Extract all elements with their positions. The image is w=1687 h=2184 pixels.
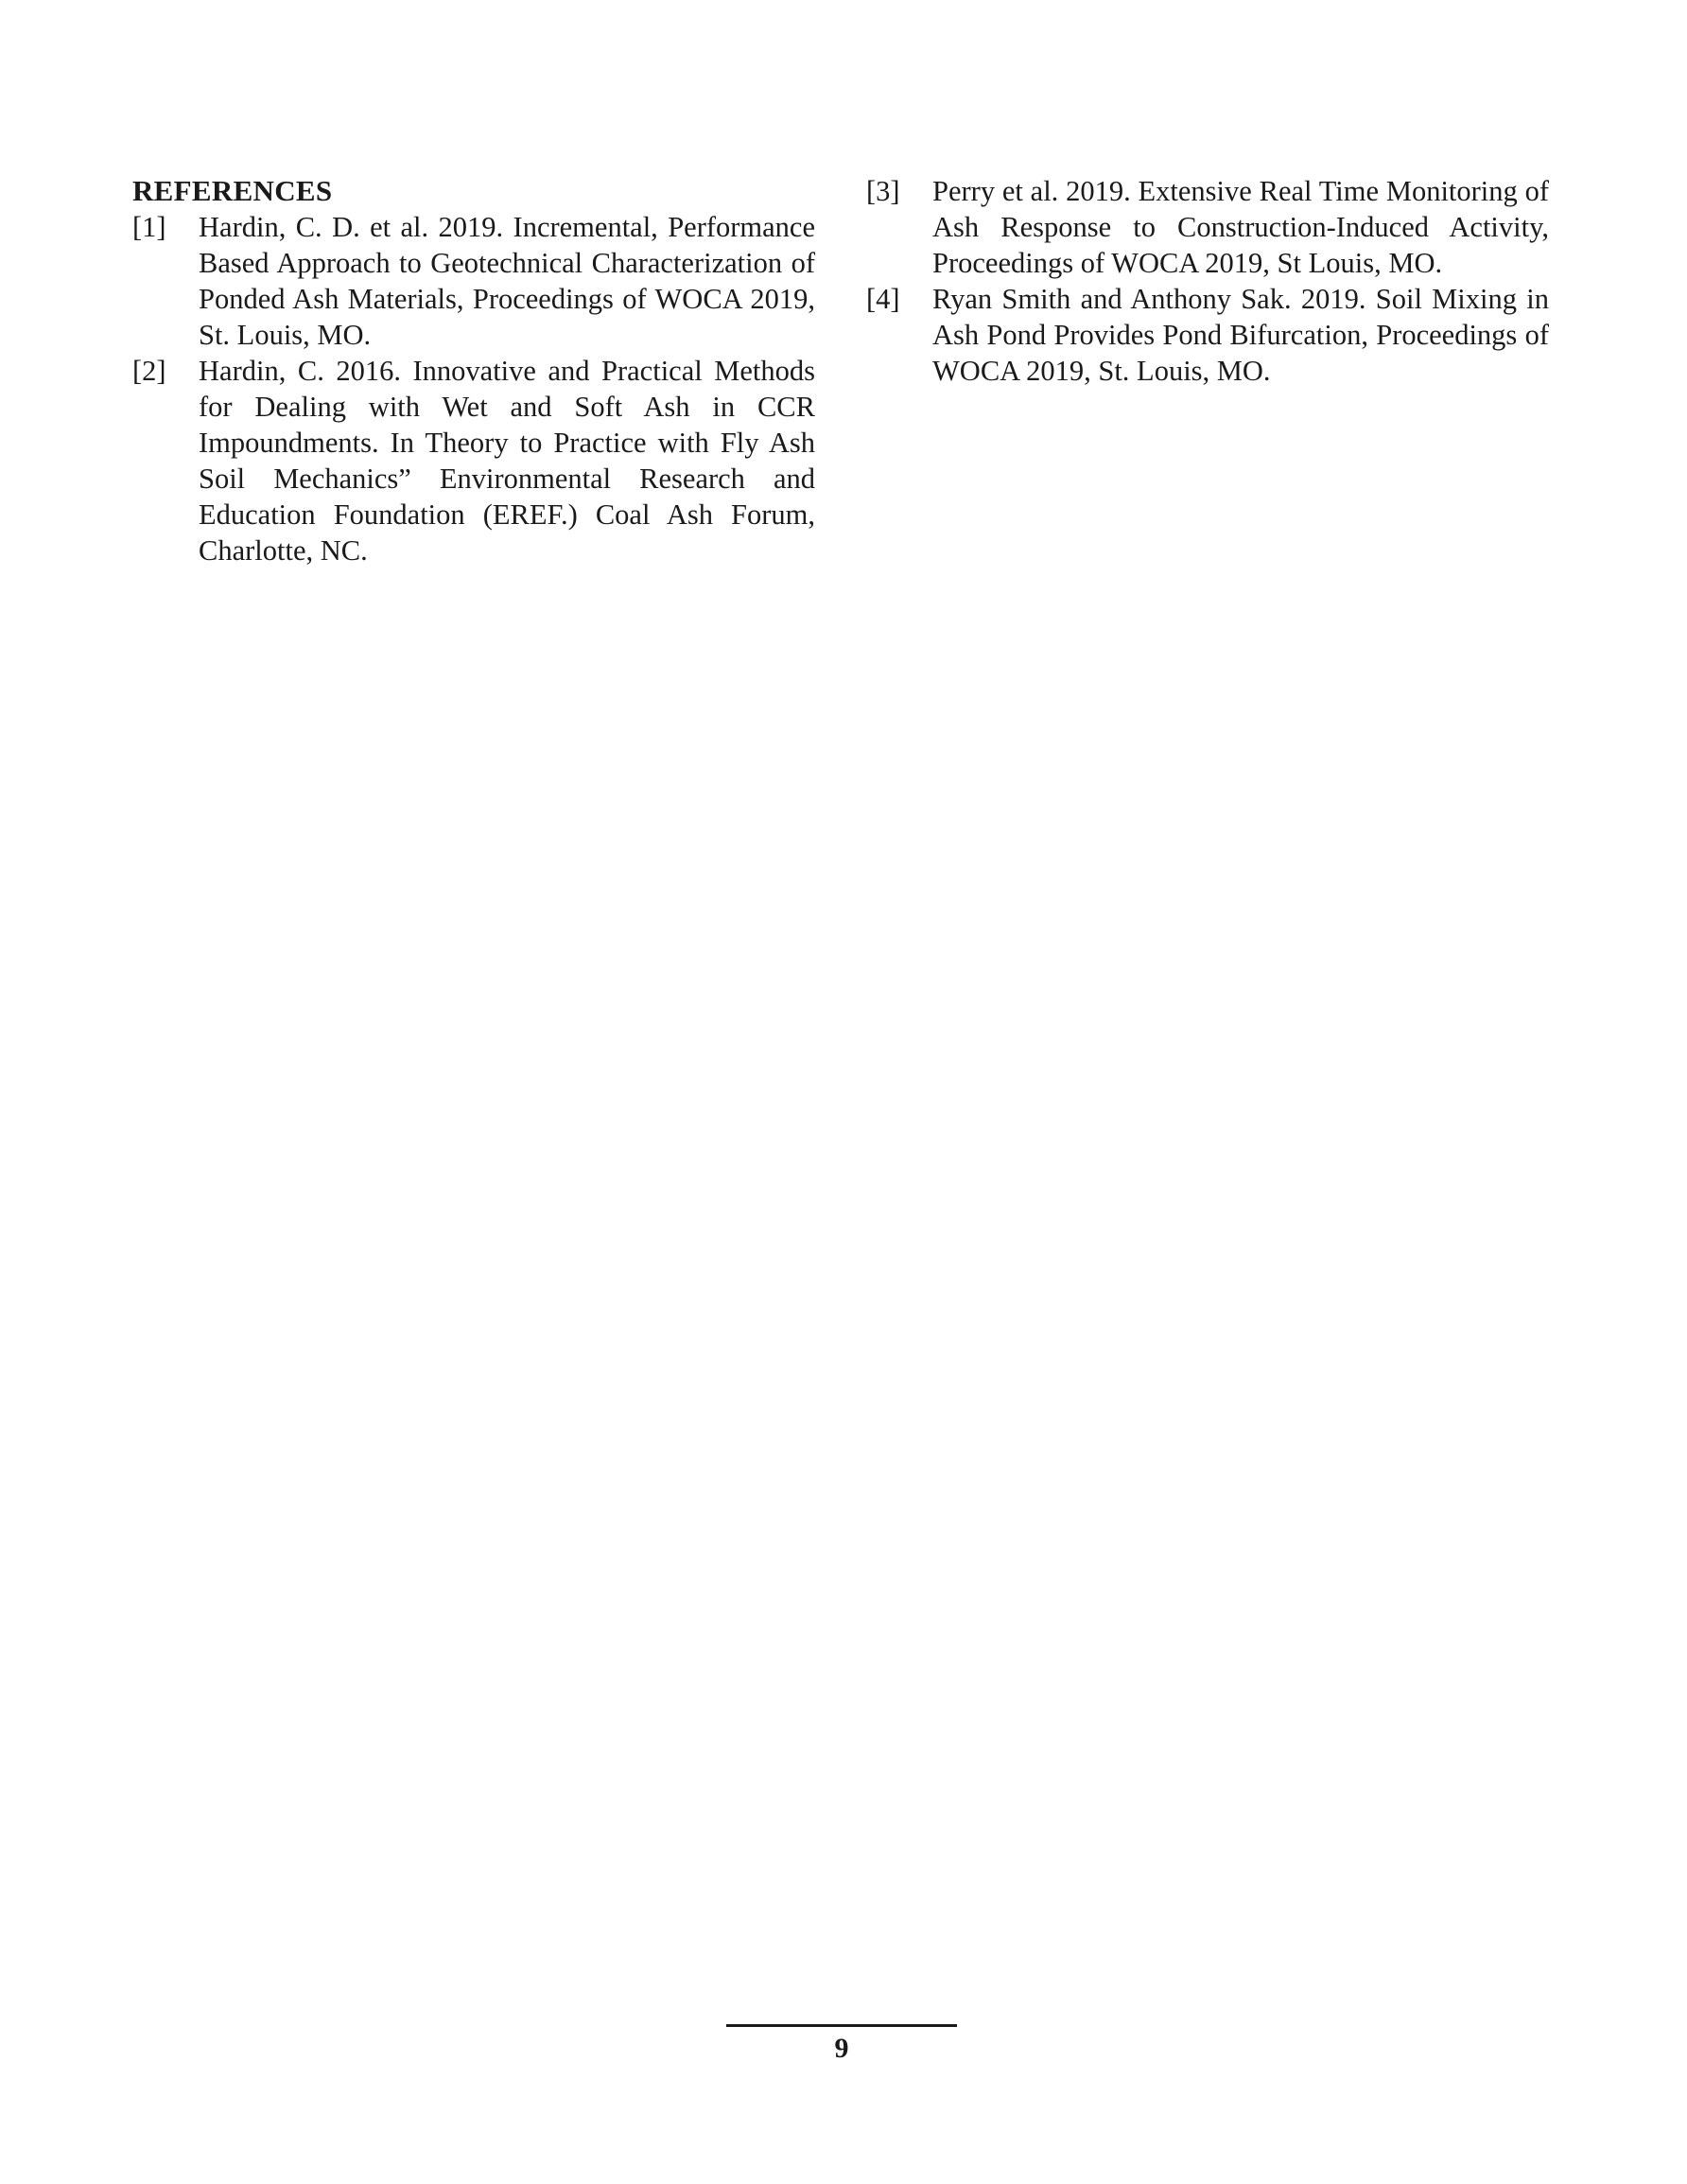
reference-text: Ryan Smith and Anthony Sak. 2019. Soil Mixing in Ash Pond Provides Pond Bifurcation, Proceedings of WOCA 2019, St. Louis, MO. xyxy=(932,283,1549,387)
left-column xyxy=(132,173,815,568)
reference-item-1 xyxy=(132,209,815,353)
reference-text: Perry et al. 2019. Extensive Real Time Monitoring of Ash Response to Construction-Induced Activity, Proceedings of WOCA 2019, St Louis, MO. xyxy=(932,175,1549,279)
reference-item-3 xyxy=(866,173,1549,281)
reference-item-2 xyxy=(132,353,815,568)
reference-number: [3] xyxy=(866,175,900,207)
reference-list-right xyxy=(866,173,1549,389)
reference-text: Hardin, C. 2016. Innovative and Practical Methods for Dealing with Wet and Soft Ash in CCR Impoundments. In Theory to Practice with Fly Ash Soil Mechanics” Environmental Research and Education Foundation (EREF.) Coal Ash Forum, Charlotte, NC. xyxy=(199,355,815,567)
reference-item-4 xyxy=(866,281,1549,389)
reference-text: Hardin, C. D. et al. 2019. Incremental, Performance Based Approach to Geotechnical Characterization of Ponded Ash Materials, Proceedings of WOCA 2019, St. Louis, MO. xyxy=(199,211,815,351)
right-column xyxy=(866,173,1549,389)
footer-rule xyxy=(726,2024,957,2027)
reference-number: [4] xyxy=(866,283,900,315)
reference-number: [2] xyxy=(132,355,166,387)
reference-number: [1] xyxy=(132,211,166,243)
page-number: 9 xyxy=(834,2033,849,2064)
references-heading: REFERENCES xyxy=(132,174,333,207)
reference-list-left xyxy=(132,209,815,568)
